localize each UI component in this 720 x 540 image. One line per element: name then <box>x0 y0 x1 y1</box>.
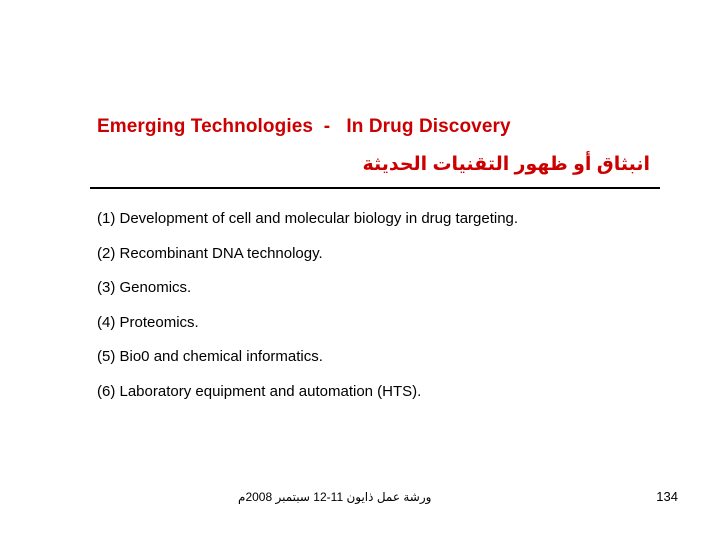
page-number: 134 <box>656 489 678 504</box>
list-item: (1) Development of cell and molecular biology in drug targeting. <box>97 210 519 227</box>
slide-title: Emerging Technologies - In Drug Discovery <box>97 116 511 137</box>
list-item: (3) Genomics. <box>97 279 192 297</box>
arabic-subtitle: انبثاق أو ظهور التقنيات الحديثة <box>362 154 650 175</box>
list-item: (4) Proteomics. <box>97 313 199 331</box>
list-item: (2) Recombinant DNA technology. <box>97 244 323 262</box>
technology-list <box>97 209 518 417</box>
list-item: (5) Bio0 and chemical informatics. <box>97 348 323 366</box>
horizontal-divider <box>90 187 660 189</box>
list-item: (6) Laboratory equipment and automation (HTS). <box>97 382 422 400</box>
footer-workshop-text: ورشة عمل ذايون 11-12 سبتمبر 2008م <box>238 490 432 504</box>
